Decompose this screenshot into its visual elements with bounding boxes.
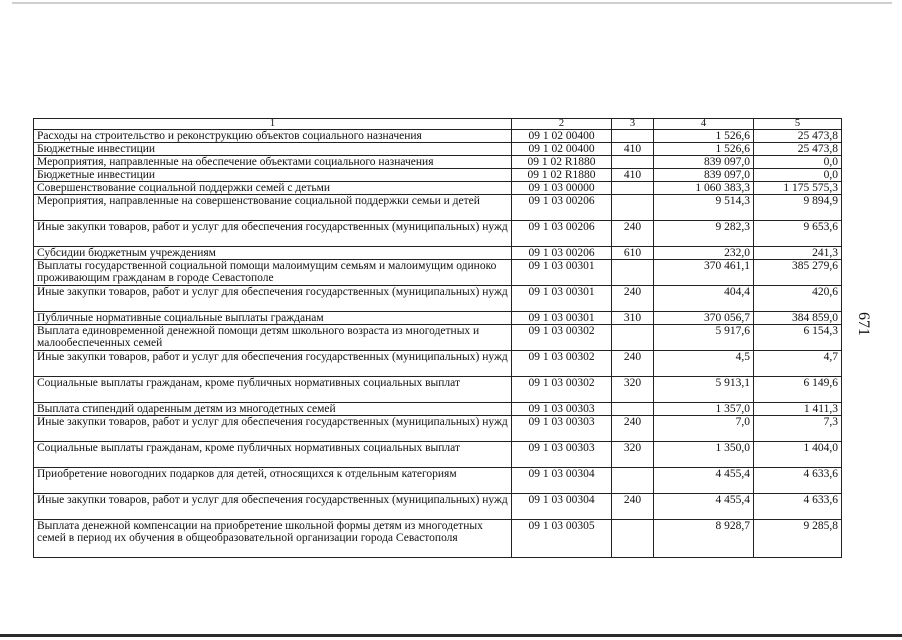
row-expense-type-cell: 240 xyxy=(612,221,654,247)
row-code-cell: 09 1 03 00000 xyxy=(512,182,612,195)
row-expense-type-cell xyxy=(612,403,654,416)
row-expense-type-cell: 410 xyxy=(612,169,654,182)
row-amount-col4-cell: 370 056,7 xyxy=(654,312,754,325)
table-row xyxy=(34,494,842,520)
table-header-row xyxy=(34,119,842,130)
row-name-cell: Иные закупки товаров, работ и услуг для обеспечения государственных (муниципальных) нужд xyxy=(34,494,512,520)
row-code-cell: 09 1 03 00301 xyxy=(512,286,612,312)
row-amount-col5-cell: 4 633,6 xyxy=(754,494,842,520)
row-name-cell: Публичные нормативные социальные выплаты гражданам xyxy=(34,312,512,325)
row-expense-type-cell: 610 xyxy=(612,247,654,260)
row-name-cell: Бюджетные инвестиции xyxy=(34,143,512,156)
row-name-cell: Социальные выплаты гражданам, кроме публичных нормативных социальных выплат xyxy=(34,377,512,403)
row-amount-col5-cell: 0,0 xyxy=(754,169,842,182)
table-row xyxy=(34,325,842,351)
row-name-cell: Иные закупки товаров, работ и услуг для обеспечения государственных (муниципальных) нужд xyxy=(34,351,512,377)
row-expense-type-cell: 320 xyxy=(612,442,654,468)
row-amount-col4-cell: 370 461,1 xyxy=(654,260,754,286)
row-amount-col4-cell: 1 060 383,3 xyxy=(654,182,754,195)
row-amount-col5-cell: 9 894,9 xyxy=(754,195,842,221)
row-amount-col4-cell: 232,0 xyxy=(654,247,754,260)
row-code-cell: 09 1 03 00304 xyxy=(512,494,612,520)
row-amount-col4-cell: 4 455,4 xyxy=(654,494,754,520)
row-expense-type-cell: 310 xyxy=(612,312,654,325)
table-row xyxy=(34,442,842,468)
budget-table xyxy=(33,118,842,558)
row-code-cell: 09 1 03 00303 xyxy=(512,403,612,416)
row-name-cell: Расходы на строительство и реконструкцию объектов социального назначения xyxy=(34,130,512,143)
table-row xyxy=(34,156,842,169)
row-amount-col5-cell: 6 149,6 xyxy=(754,377,842,403)
scan-edge-bottom xyxy=(0,634,902,637)
row-expense-type-cell xyxy=(612,325,654,351)
column-header-4: 4 xyxy=(654,119,754,130)
row-name-cell: Иные закупки товаров, работ и услуг для обеспечения государственных (муниципальных) нужд xyxy=(34,221,512,247)
row-amount-col5-cell: 420,6 xyxy=(754,286,842,312)
row-amount-col4-cell: 9 282,3 xyxy=(654,221,754,247)
row-expense-type-cell xyxy=(612,260,654,286)
table-row xyxy=(34,130,842,143)
row-amount-col4-cell: 404,4 xyxy=(654,286,754,312)
table-row xyxy=(34,403,842,416)
row-code-cell: 09 1 03 00302 xyxy=(512,377,612,403)
table-row xyxy=(34,247,842,260)
row-code-cell: 09 1 03 00301 xyxy=(512,312,612,325)
row-amount-col4-cell: 1 357,0 xyxy=(654,403,754,416)
row-amount-col5-cell: 241,3 xyxy=(754,247,842,260)
row-name-cell: Бюджетные инвестиции xyxy=(34,169,512,182)
row-code-cell: 09 1 03 00206 xyxy=(512,221,612,247)
row-amount-col4-cell: 8 928,7 xyxy=(654,520,754,558)
row-expense-type-cell xyxy=(612,195,654,221)
row-code-cell: 09 1 03 00302 xyxy=(512,351,612,377)
row-code-cell: 09 1 03 00206 xyxy=(512,247,612,260)
table-row xyxy=(34,260,842,286)
row-expense-type-cell: 240 xyxy=(612,351,654,377)
table-row xyxy=(34,169,842,182)
row-expense-type-cell: 410 xyxy=(612,143,654,156)
row-amount-col4-cell: 839 097,0 xyxy=(654,156,754,169)
row-name-cell: Мероприятия, направленные на совершенствование социальной поддержки семьи и детей xyxy=(34,195,512,221)
row-amount-col4-cell: 839 097,0 xyxy=(654,169,754,182)
row-amount-col5-cell: 4,7 xyxy=(754,351,842,377)
table-row xyxy=(34,377,842,403)
table-row xyxy=(34,351,842,377)
table-row xyxy=(34,221,842,247)
row-name-cell: Совершенствование социальной поддержки семей с детьми xyxy=(34,182,512,195)
row-name-cell: Выплата единовременной денежной помощи детям школьного возраста из многодетных и малообеспеченных семей xyxy=(34,325,512,351)
row-amount-col4-cell: 1 526,6 xyxy=(654,130,754,143)
row-expense-type-cell: 240 xyxy=(612,494,654,520)
column-header-1: 1 xyxy=(34,119,512,130)
row-amount-col4-cell: 9 514,3 xyxy=(654,195,754,221)
row-amount-col5-cell: 25 473,8 xyxy=(754,143,842,156)
table-row xyxy=(34,416,842,442)
row-code-cell: 09 1 02 R1880 xyxy=(512,169,612,182)
scan-edge-top xyxy=(12,2,892,4)
row-amount-col5-cell: 4 633,6 xyxy=(754,468,842,494)
row-code-cell: 09 1 03 00303 xyxy=(512,416,612,442)
table-row xyxy=(34,182,842,195)
row-code-cell: 09 1 02 00400 xyxy=(512,143,612,156)
row-amount-col5-cell: 1 175 575,3 xyxy=(754,182,842,195)
row-amount-col5-cell: 25 473,8 xyxy=(754,130,842,143)
row-amount-col5-cell: 385 279,6 xyxy=(754,260,842,286)
page-number: 671 xyxy=(855,312,872,336)
row-name-cell: Выплата денежной компенсации на приобретение школьной формы детям из многодетных семей в период их обучения в общеобразовательной организации города Севастополя xyxy=(34,520,512,558)
row-code-cell: 09 1 03 00301 xyxy=(512,260,612,286)
row-name-cell: Приобретение новогодних подарков для детей, относящихся к отдельным категориям xyxy=(34,468,512,494)
row-expense-type-cell: 320 xyxy=(612,377,654,403)
row-expense-type-cell xyxy=(612,468,654,494)
row-expense-type-cell xyxy=(612,520,654,558)
row-amount-col5-cell: 6 154,3 xyxy=(754,325,842,351)
row-code-cell: 09 1 03 00303 xyxy=(512,442,612,468)
row-name-cell: Иные закупки товаров, работ и услуг для обеспечения государственных (муниципальных) нужд xyxy=(34,286,512,312)
row-amount-col5-cell: 9 653,6 xyxy=(754,221,842,247)
column-header-5: 5 xyxy=(754,119,842,130)
row-name-cell: Иные закупки товаров, работ и услуг для обеспечения государственных (муниципальных) нужд xyxy=(34,416,512,442)
row-code-cell: 09 1 03 00206 xyxy=(512,195,612,221)
row-amount-col4-cell: 1 350,0 xyxy=(654,442,754,468)
row-amount-col5-cell: 9 285,8 xyxy=(754,520,842,558)
row-code-cell: 09 1 02 00400 xyxy=(512,130,612,143)
row-expense-type-cell xyxy=(612,156,654,169)
row-amount-col5-cell: 1 404,0 xyxy=(754,442,842,468)
row-expense-type-cell: 240 xyxy=(612,416,654,442)
row-amount-col5-cell: 1 411,3 xyxy=(754,403,842,416)
row-expense-type-cell: 240 xyxy=(612,286,654,312)
row-code-cell: 09 1 02 R1880 xyxy=(512,156,612,169)
row-name-cell: Выплата стипендий одаренным детям из многодетных семей xyxy=(34,403,512,416)
row-name-cell: Мероприятия, направленные на обеспечение объектами социального назначения xyxy=(34,156,512,169)
row-code-cell: 09 1 03 00305 xyxy=(512,520,612,558)
row-expense-type-cell xyxy=(612,182,654,195)
row-amount-col4-cell: 4,5 xyxy=(654,351,754,377)
row-amount-col5-cell: 7,3 xyxy=(754,416,842,442)
row-amount-col4-cell: 5 917,6 xyxy=(654,325,754,351)
row-code-cell: 09 1 03 00304 xyxy=(512,468,612,494)
row-name-cell: Социальные выплаты гражданам, кроме публичных нормативных социальных выплат xyxy=(34,442,512,468)
table-body xyxy=(34,130,842,558)
table-row xyxy=(34,286,842,312)
row-amount-col4-cell: 5 913,1 xyxy=(654,377,754,403)
row-name-cell: Выплаты государственной социальной помощи малоимущим семьям и малоимущим одиноко проживающим гражданам в городе Севастополе xyxy=(34,260,512,286)
table-row xyxy=(34,195,842,221)
row-code-cell: 09 1 03 00302 xyxy=(512,325,612,351)
table-row xyxy=(34,312,842,325)
row-amount-col4-cell: 1 526,6 xyxy=(654,143,754,156)
column-header-3: 3 xyxy=(612,119,654,130)
column-header-2: 2 xyxy=(512,119,612,130)
row-amount-col5-cell: 384 859,0 xyxy=(754,312,842,325)
row-expense-type-cell xyxy=(612,130,654,143)
row-amount-col4-cell: 4 455,4 xyxy=(654,468,754,494)
table-row xyxy=(34,143,842,156)
row-amount-col4-cell: 7,0 xyxy=(654,416,754,442)
row-amount-col5-cell: 0,0 xyxy=(754,156,842,169)
row-name-cell: Субсидии бюджетным учреждениям xyxy=(34,247,512,260)
table-row xyxy=(34,520,842,558)
table-row xyxy=(34,468,842,494)
